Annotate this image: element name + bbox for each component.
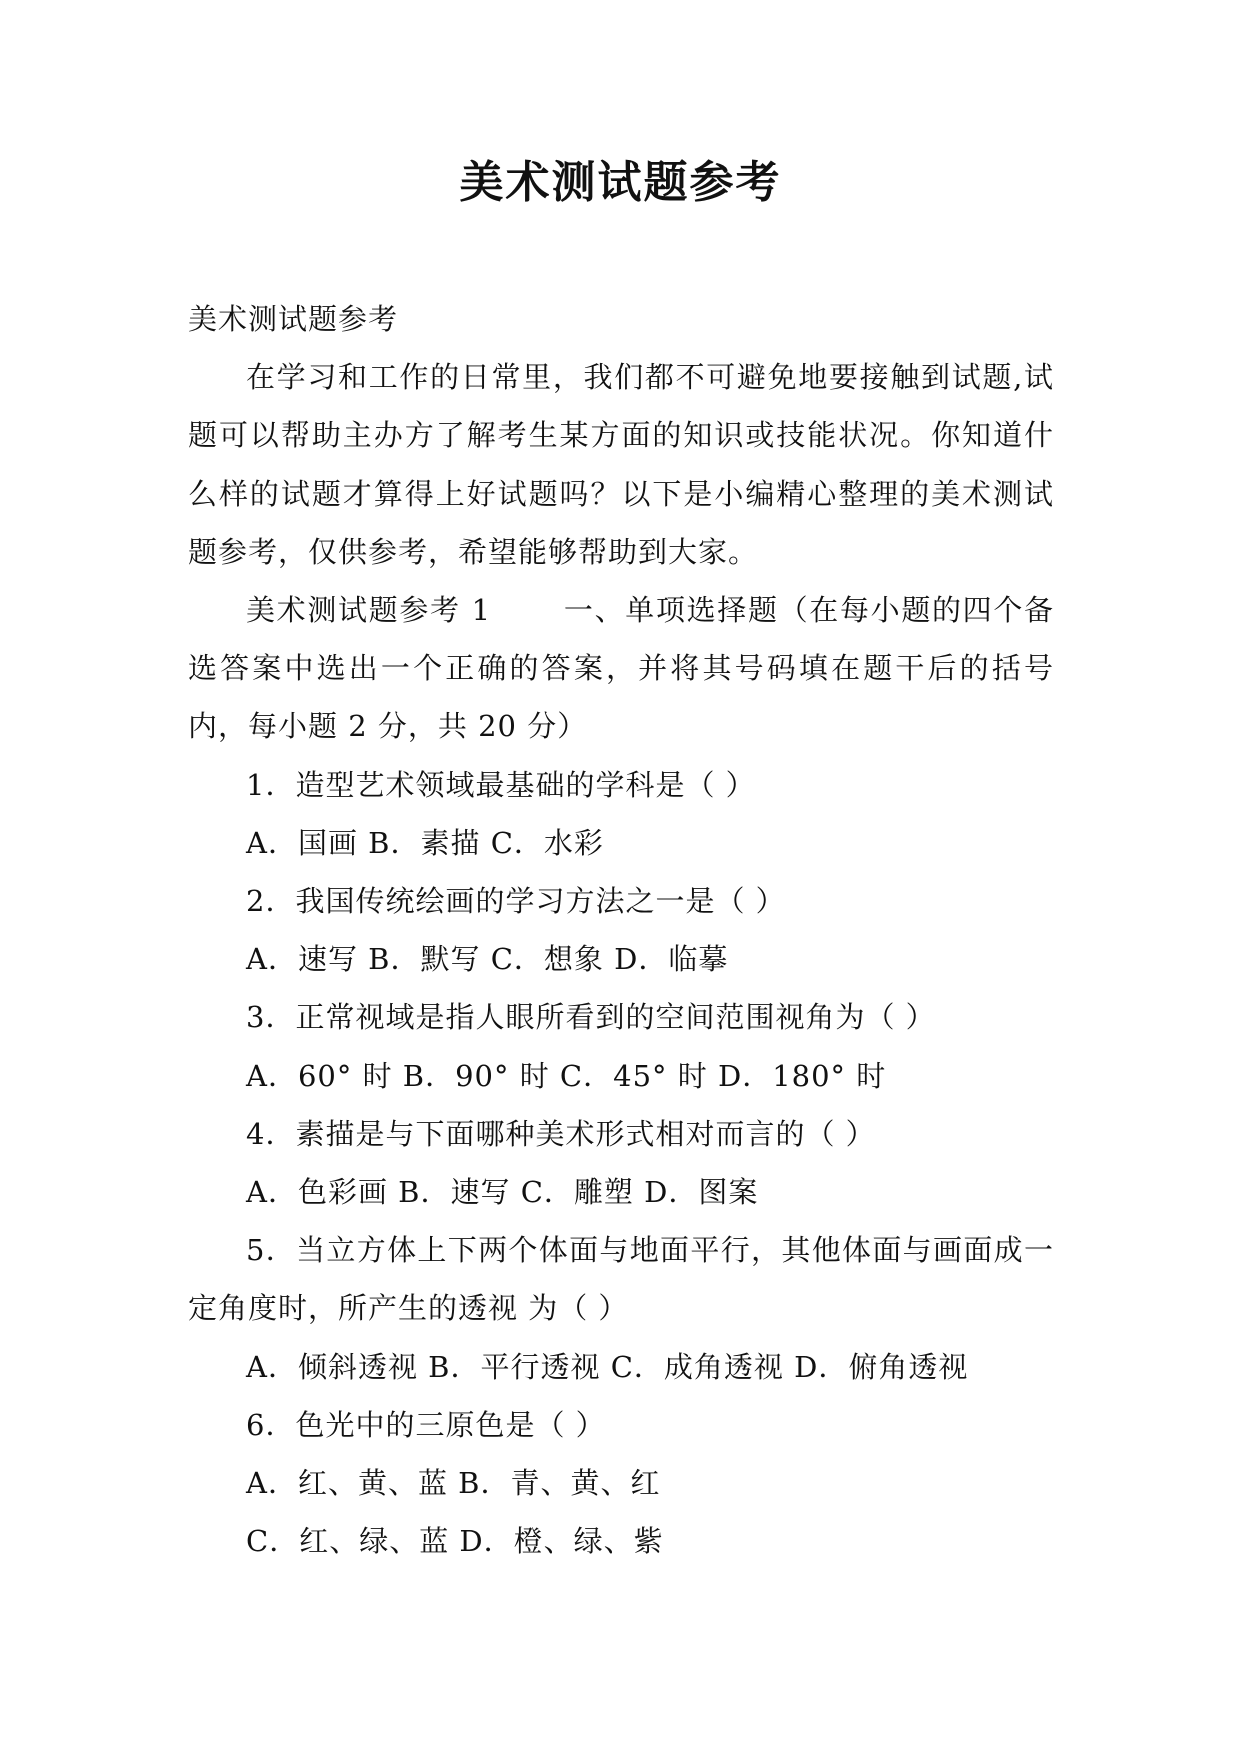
- document-body: [188, 290, 1054, 1570]
- question-stem: 1．造型艺术领域最基础的学科是（ ）: [246, 767, 756, 802]
- subtitle-line: 美术测试题参考: [188, 302, 399, 336]
- question-stem: 5．当立方体上下两个体面与地面平行，其他体面与画面成一定角度时，所产生的透视 为（ ）: [188, 1233, 1054, 1326]
- question-options: C．红、绿、蓝 D．橙、绿、紫: [246, 1524, 664, 1559]
- document-title: 美术测试题参考: [459, 157, 782, 208]
- question-options: A．倾斜透视 B．平行透视 C．成角透视 D．俯角透视: [246, 1349, 969, 1384]
- question-options: A．色彩画 B．速写 C．雕塑 D．图案: [246, 1175, 759, 1210]
- question-options: A．国画 B．素描 C．水彩: [246, 825, 604, 860]
- question-stem: 4．素描是与下面哪种美术形式相对而言的（ ）: [246, 1116, 876, 1151]
- question-stem: 6．色光中的三原色是（ ）: [246, 1407, 606, 1442]
- section-intro: 美术测试题参考 1 一、单项选择题（在每小题的四个备选答案中选出一个正确的答案，并将其号码填在题干后的括号内，每小题 2 分，共 20 分）: [188, 593, 1054, 744]
- question-stem: 3．正常视域是指人眼所看到的空间范围视角为（ ）: [246, 1000, 936, 1035]
- intro-paragraph: 在学习和工作的日常里，我们都不可避免地要接触到试题,试题可以帮助主办方了解考生某方面的知识或技能状况。你知道什么样的试题才算得上好试题吗？以下是小编精心整理的美术测试题参考，仅供参考，希望能够帮助到大家。: [188, 360, 1054, 569]
- question-options: A．红、黄、蓝 B．青、黄、红: [246, 1466, 661, 1501]
- question-stem: 2．我国传统绘画的学习方法之一是（ ）: [246, 884, 786, 919]
- question-options: A．60° 时 B．90° 时 C．45° 时 D．180° 时: [246, 1058, 887, 1093]
- question-options: A．速写 B．默写 C．想象 D．临摹: [246, 942, 729, 977]
